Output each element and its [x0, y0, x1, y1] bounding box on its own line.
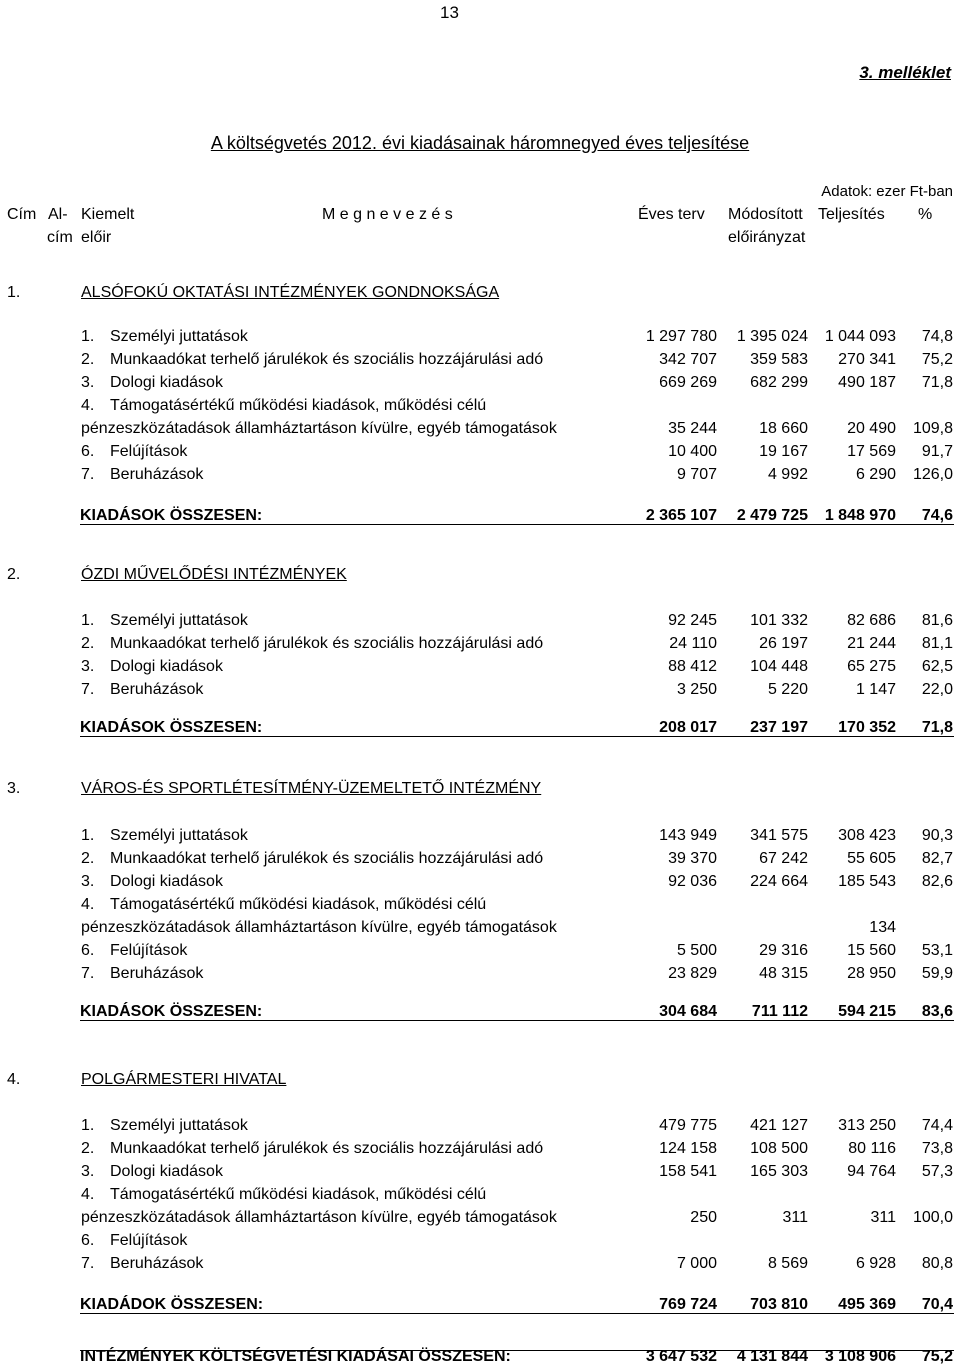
cell-eves-terv: 479 775	[659, 1117, 717, 1134]
cell-modositott: 101 332	[750, 612, 808, 629]
cell-modositott: 108 500	[750, 1140, 808, 1157]
cell-pct: 100,0	[912, 1209, 953, 1226]
header-pct: %	[918, 206, 933, 223]
total-eves-terv: 769 724	[659, 1296, 717, 1313]
cell-eves-terv: 88 412	[668, 658, 717, 675]
row-label: Munkaadókat terhelő járulékok és szociális hozzájárulási adó	[110, 850, 544, 867]
row-label: Munkaadókat terhelő járulékok és szociális hozzájárulási adó	[110, 635, 544, 652]
cell-teljesites: 6 290	[855, 466, 896, 483]
cell-teljesites: 6 928	[855, 1255, 896, 1272]
header-modositott-2: előirányzat	[728, 229, 806, 246]
cell-pct: 75,2	[921, 351, 953, 368]
cell-pct: 74,4	[921, 1117, 953, 1134]
cell-teljesites: 185 543	[838, 873, 896, 890]
annex-label: 3. melléklet	[859, 63, 951, 82]
cell-teljesites: 308 423	[838, 827, 896, 844]
row-label: Személyi juttatások	[110, 328, 248, 345]
cell-pct: 53,1	[921, 942, 953, 959]
cell-pct: 109,8	[912, 420, 953, 437]
row-label: Támogatásértékű működési kiadások, működési célú	[110, 397, 487, 414]
section-number: 3.	[7, 780, 21, 797]
row-label: Felújítások	[110, 1232, 188, 1249]
cell-eves-terv: 23 829	[668, 965, 717, 982]
section-number: 1.	[7, 284, 21, 301]
section-title: VÁROS-ÉS SPORTLÉTESÍTMÉNY-ÜZEMELTETŐ INTÉZMÉNY	[81, 780, 542, 797]
header-alcim-2: cím	[47, 229, 73, 246]
row-number: 1.	[81, 1117, 95, 1134]
cell-teljesites: 80 116	[848, 1140, 896, 1157]
cell-pct: 126,0	[912, 466, 953, 483]
total-eves-terv: 2 365 107	[645, 507, 717, 524]
header-kiemelt: Kiemelt	[81, 206, 135, 223]
cell-teljesites: 270 341	[838, 351, 896, 368]
section-number: 2.	[7, 566, 21, 583]
cell-modositott: 1 395 024	[736, 328, 808, 345]
row-label: Munkaadókat terhelő járulékok és szociális hozzájárulási adó	[110, 1140, 544, 1157]
cell-pct: 81,1	[921, 635, 953, 652]
header-alcim: Al-	[48, 206, 68, 223]
total-pct: 74,6	[921, 507, 953, 524]
cell-teljesites: 94 764	[847, 1163, 896, 1180]
cell-pct: 59,9	[921, 965, 953, 982]
header-eves-terv: Éves terv	[638, 206, 705, 223]
row-label: Beruházások	[110, 965, 204, 982]
total-teljesites: 170 352	[838, 719, 896, 736]
row-label: Felújítások	[110, 942, 188, 959]
cell-pct: 62,5	[921, 658, 953, 675]
row-label: Dologi kiadások	[110, 1163, 223, 1180]
cell-eves-terv: 669 269	[659, 374, 717, 391]
row-number: 3.	[81, 1163, 95, 1180]
cell-teljesites: 82 686	[847, 612, 896, 629]
cell-teljesites: 55 605	[847, 850, 896, 867]
cell-eves-terv: 35 244	[668, 420, 717, 437]
section-title: ÓZDI MŰVELŐDÉSI INTÉZMÉNYEK	[81, 566, 347, 583]
cell-modositott: 359 583	[750, 351, 808, 368]
cell-eves-terv: 7 000	[676, 1255, 717, 1272]
row-label: Személyi juttatások	[110, 827, 248, 844]
cell-teljesites: 15 560	[847, 942, 896, 959]
cell-pct: 22,0	[921, 681, 953, 698]
row-number: 7.	[81, 466, 95, 483]
cell-modositott: 29 316	[759, 942, 808, 959]
cell-eves-terv: 1 297 780	[645, 328, 717, 345]
cell-eves-terv: 39 370	[668, 850, 717, 867]
cell-modositott: 341 575	[750, 827, 808, 844]
cell-modositott: 48 315	[759, 965, 808, 982]
cell-teljesites: 490 187	[838, 374, 896, 391]
section-number: 4.	[7, 1071, 21, 1088]
total-teljesites: 594 215	[838, 1003, 896, 1020]
row-label: Munkaadókat terhelő járulékok és szociális hozzájárulási adó	[110, 351, 544, 368]
header-teljesites: Teljesítés	[818, 206, 885, 223]
grand-total-modositott: 4 131 844	[736, 1348, 808, 1365]
cell-eves-terv: 92 245	[668, 612, 717, 629]
row-number: 1.	[81, 612, 95, 629]
cell-modositott: 311	[782, 1209, 808, 1226]
cell-modositott: 26 197	[759, 635, 808, 652]
row-label: Dologi kiadások	[110, 374, 223, 391]
row-number: 1.	[81, 328, 95, 345]
cell-teljesites: 28 950	[847, 965, 896, 982]
cell-modositott: 421 127	[750, 1117, 808, 1134]
total-modositott: 703 810	[750, 1296, 808, 1313]
header-cim: Cím	[7, 206, 37, 223]
header-megnevezes: M e g n e v e z é s	[322, 206, 453, 223]
total-eves-terv: 304 684	[659, 1003, 717, 1020]
cell-eves-terv: 250	[690, 1209, 717, 1226]
cell-teljesites: 313 250	[838, 1117, 896, 1134]
row-label-continued: pénzeszközátadások államháztartáson kívülre, egyéb támogatások	[81, 919, 557, 936]
row-label: Támogatásértékű működési kiadások, működési célú	[110, 1186, 487, 1203]
row-number: 6.	[81, 443, 95, 460]
row-label: Személyi juttatások	[110, 612, 248, 629]
cell-modositott: 682 299	[750, 374, 808, 391]
cell-teljesites: 1 147	[855, 681, 896, 698]
cell-eves-terv: 124 158	[659, 1140, 717, 1157]
row-label: Beruházások	[110, 466, 204, 483]
row-label-continued: pénzeszközátadások államháztartáson kívülre, egyéb támogatások	[81, 420, 557, 437]
row-label: Támogatásértékű működési kiadások, működési célú	[110, 896, 487, 913]
total-label: KIADÁSOK ÖSSZESEN:	[80, 719, 263, 736]
cell-eves-terv: 158 541	[659, 1163, 717, 1180]
cell-modositott: 4 992	[767, 466, 808, 483]
section-title: ALSÓFOKÚ OKTATÁSI INTÉZMÉNYEK GONDNOKSÁGA	[81, 284, 500, 301]
cell-teljesites: 311	[870, 1209, 896, 1226]
row-number: 1.	[81, 827, 95, 844]
cell-teljesites: 1 044 093	[824, 328, 896, 345]
cell-eves-terv: 92 036	[668, 873, 717, 890]
header-modositott: Módosított	[728, 206, 803, 223]
cell-modositott: 165 303	[750, 1163, 808, 1180]
row-number: 7.	[81, 1255, 95, 1272]
cell-pct: 82,7	[921, 850, 953, 867]
cell-modositott: 67 242	[759, 850, 808, 867]
grand-total-eves-terv: 3 647 532	[645, 1348, 717, 1365]
row-number: 3.	[81, 374, 95, 391]
total-modositott: 2 479 725	[736, 507, 808, 524]
cell-pct: 71,8	[921, 374, 953, 391]
grand-total-teljesites: 3 108 906	[824, 1348, 896, 1365]
cell-eves-terv: 5 500	[676, 942, 717, 959]
cell-teljesites: 17 569	[847, 443, 896, 460]
grand-total-label: INTÉZMÉNYEK KÖLTSÉGVETÉSI KIADÁSAI ÖSSZESEN:	[80, 1348, 511, 1365]
row-number: 7.	[81, 965, 95, 982]
cell-eves-terv: 24 110	[669, 635, 717, 652]
row-label: Beruházások	[110, 681, 204, 698]
total-label: KIADÁSOK ÖSSZESEN:	[80, 1003, 263, 1020]
cell-pct: 91,7	[921, 443, 953, 460]
total-modositott: 711 112	[751, 1003, 808, 1020]
header-kiemelt-2: előir	[81, 229, 112, 246]
row-number: 3.	[81, 873, 95, 890]
cell-pct: 81,6	[921, 612, 953, 629]
row-number: 4.	[81, 397, 95, 414]
cell-modositott: 8 569	[767, 1255, 808, 1272]
cell-eves-terv: 10 400	[668, 443, 717, 460]
units-note: Adatok: ezer Ft-ban	[821, 183, 953, 200]
total-eves-terv: 208 017	[659, 719, 717, 736]
cell-modositott: 18 660	[759, 420, 808, 437]
grand-total-pct: 75,2	[921, 1348, 953, 1365]
row-label: Dologi kiadások	[110, 873, 223, 890]
cell-teljesites: 65 275	[847, 658, 896, 675]
row-number: 4.	[81, 1186, 95, 1203]
cell-teljesites: 20 490	[847, 420, 896, 437]
total-pct: 70,4	[921, 1296, 953, 1313]
row-label: Felújítások	[110, 443, 188, 460]
total-teljesites: 495 369	[838, 1296, 896, 1313]
row-label: Személyi juttatások	[110, 1117, 248, 1134]
row-number: 2.	[81, 850, 95, 867]
total-modositott: 237 197	[750, 719, 808, 736]
row-number: 2.	[81, 351, 95, 368]
row-number: 2.	[81, 635, 95, 652]
cell-pct: 73,8	[921, 1140, 953, 1157]
cell-eves-terv: 342 707	[659, 351, 717, 368]
row-label-continued: pénzeszközátadások államháztartáson kívülre, egyéb támogatások	[81, 1209, 557, 1226]
row-number: 2.	[81, 1140, 95, 1157]
cell-pct: 57,3	[921, 1163, 953, 1180]
total-label: KIADÁSOK ÖSSZESEN:	[80, 507, 263, 524]
page-title: A költségvetés 2012. évi kiadásainak háromnegyed éves teljesítése	[210, 133, 750, 153]
cell-eves-terv: 143 949	[659, 827, 717, 844]
cell-teljesites: 134	[869, 919, 896, 936]
row-label: Beruházások	[110, 1255, 204, 1272]
total-pct: 83,6	[921, 1003, 953, 1020]
cell-pct: 82,6	[921, 873, 953, 890]
cell-pct: 74,8	[921, 328, 953, 345]
total-label: KIADÁDOK ÖSSZESEN:	[80, 1296, 264, 1313]
cell-eves-terv: 3 250	[676, 681, 717, 698]
cell-modositott: 5 220	[767, 681, 808, 698]
cell-pct: 90,3	[921, 827, 953, 844]
total-pct: 71,8	[921, 719, 953, 736]
cell-teljesites: 21 244	[847, 635, 896, 652]
row-number: 4.	[81, 896, 95, 913]
row-number: 3.	[81, 658, 95, 675]
page-number: 13	[440, 3, 459, 22]
cell-modositott: 19 167	[759, 443, 808, 460]
cell-modositott: 224 664	[750, 873, 808, 890]
total-teljesites: 1 848 970	[824, 507, 896, 524]
row-label: Dologi kiadások	[110, 658, 223, 675]
cell-modositott: 104 448	[750, 658, 808, 675]
row-number: 7.	[81, 681, 95, 698]
section-title: POLGÁRMESTERI HIVATAL	[81, 1071, 287, 1088]
row-number: 6.	[81, 1232, 95, 1249]
cell-eves-terv: 9 707	[676, 466, 717, 483]
row-number: 6.	[81, 942, 95, 959]
cell-pct: 80,8	[921, 1255, 953, 1272]
